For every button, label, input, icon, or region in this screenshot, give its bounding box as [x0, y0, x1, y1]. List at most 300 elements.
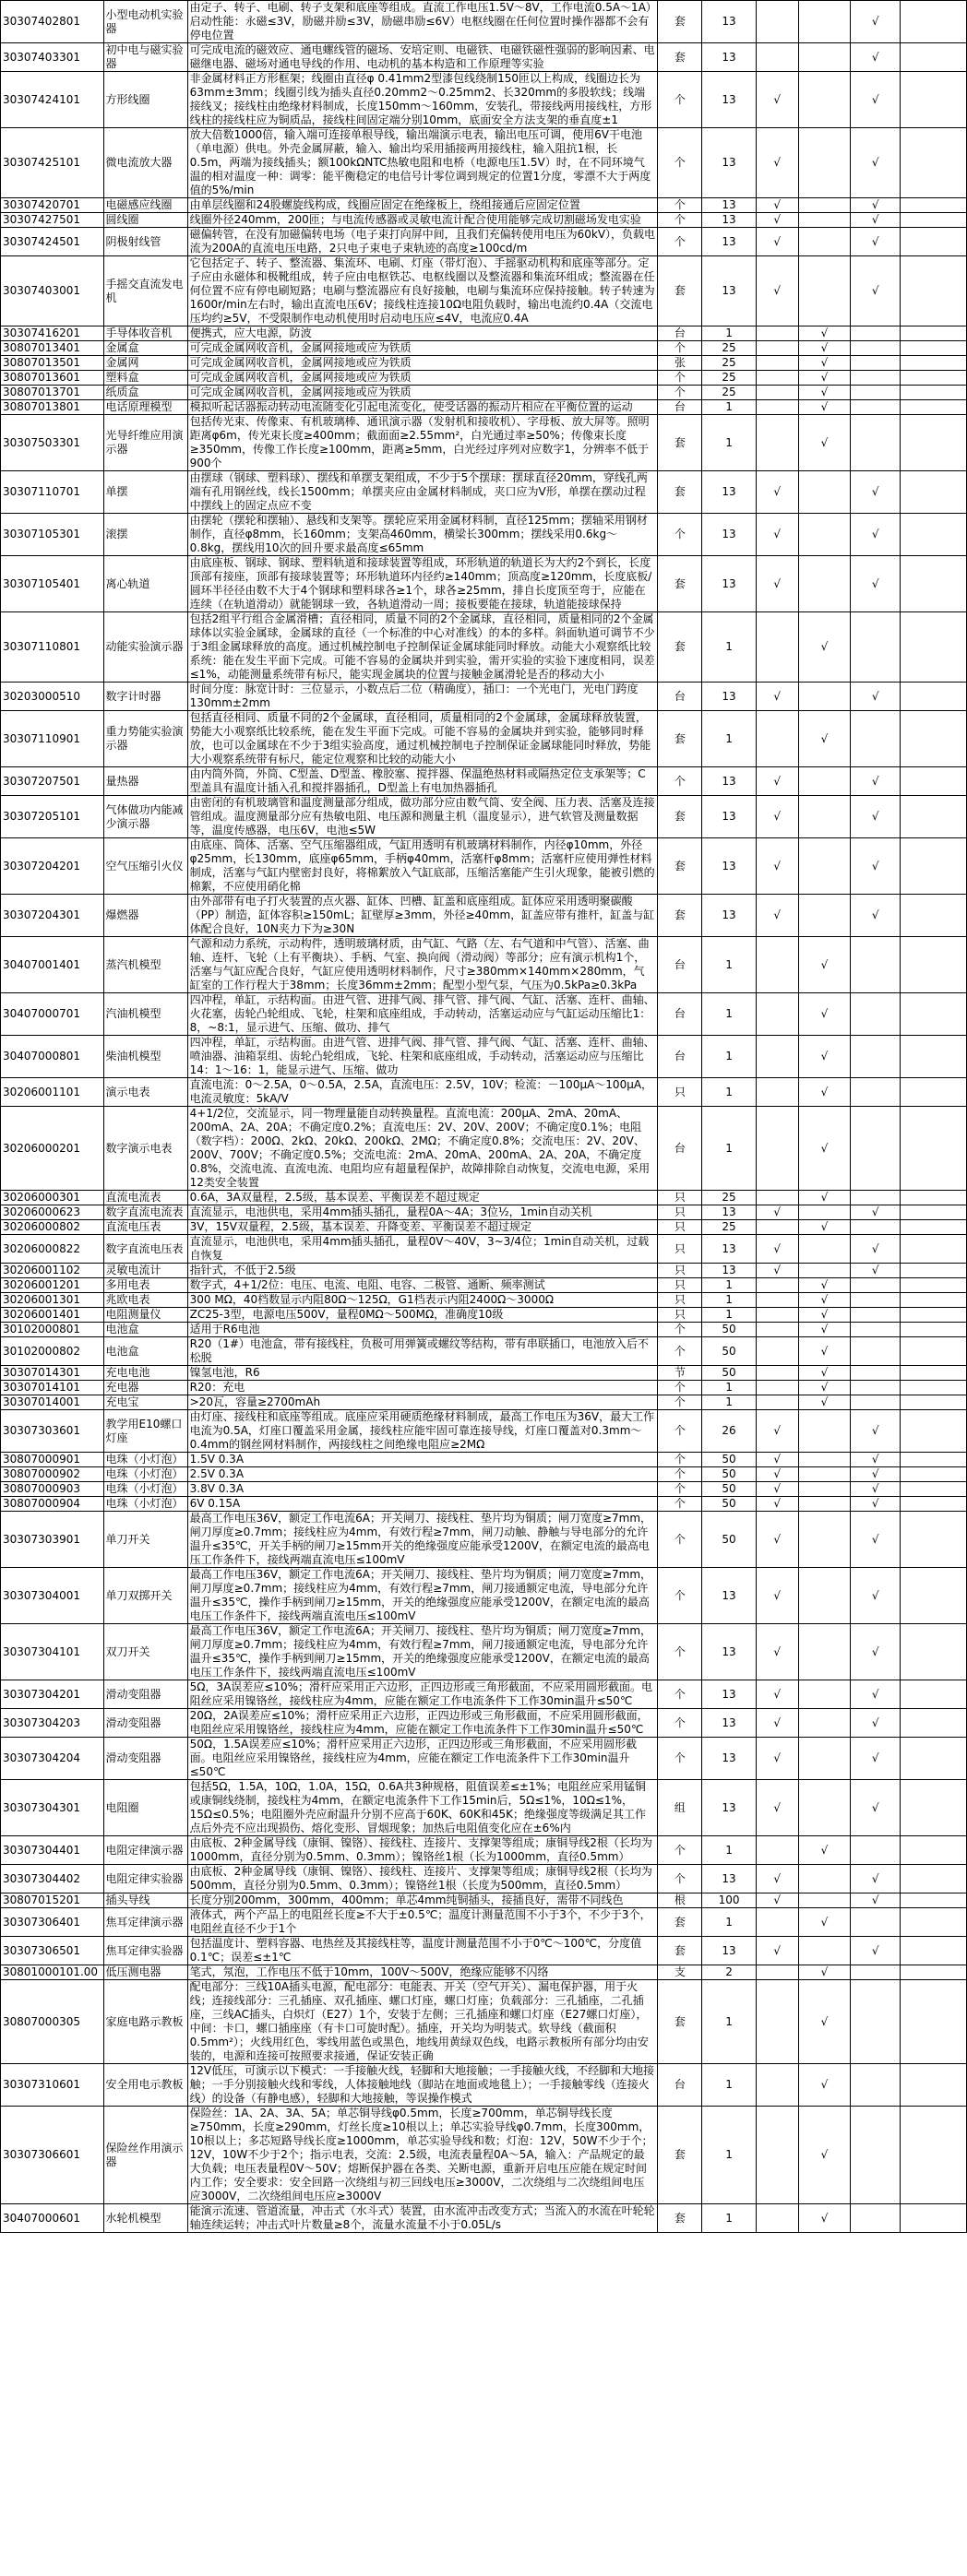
- check-col-4-cell: [901, 386, 967, 400]
- table-row: [1, 1467, 967, 1482]
- table-row: [1, 1264, 967, 1278]
- item-spec-cell: R20（1#）电池盒，带有接线柱，负极可用弹簧或螺纹等结构，带有串联插口，电池放入后不松脱: [187, 1337, 658, 1366]
- item-name-cell: 空气压缩引火仪: [103, 838, 187, 895]
- check-col-4-cell: [901, 1738, 967, 1780]
- check-col-1-cell: √: [756, 556, 798, 612]
- check-col-4-cell: [901, 1235, 967, 1264]
- item-spec-cell: 直流显示，电池供电，采用4mm插头插孔，量程0V～40V，3~3/4位；1min自动关机，过载自恢复: [187, 1235, 658, 1264]
- item-name-cell: 气体做功内能减少演示器: [103, 796, 187, 838]
- check-col-4-cell: [901, 1568, 967, 1624]
- table-row: [1, 1308, 967, 1323]
- item-unit-cell: 个: [658, 386, 702, 400]
- check-col-4-cell: [901, 128, 967, 198]
- check-col-1-cell: [756, 326, 798, 341]
- check-col-2-cell: √: [798, 1965, 850, 1980]
- item-unit-cell: 个: [658, 1410, 702, 1453]
- check-col-2-cell: √: [798, 2107, 850, 2204]
- item-quantity-cell: 1: [702, 2107, 756, 2204]
- check-col-4-cell: [901, 1395, 967, 1410]
- item-unit-cell: 套: [658, 43, 702, 72]
- item-code-cell: 30307110901: [1, 711, 104, 767]
- check-col-1-cell: √: [756, 1410, 798, 1453]
- item-quantity-cell: 13: [702, 1235, 756, 1264]
- item-name-cell: 灵敏电流计: [103, 1264, 187, 1278]
- check-col-2-cell: [798, 128, 850, 198]
- check-col-3-cell: √: [851, 43, 901, 72]
- item-code-cell: 30203000510: [1, 683, 104, 711]
- check-col-3-cell: √: [851, 1568, 901, 1624]
- table-row: [1, 1709, 967, 1738]
- item-code-cell: 30307304402: [1, 1865, 104, 1893]
- item-quantity-cell: 13: [702, 128, 756, 198]
- item-code-cell: 30407001401: [1, 937, 104, 993]
- item-unit-cell: 套: [658, 711, 702, 767]
- check-col-2-cell: [798, 256, 850, 326]
- table-row: [1, 386, 967, 400]
- item-unit-cell: 只: [658, 1078, 702, 1107]
- table-row: [1, 1937, 967, 1965]
- item-code-cell: 30307424101: [1, 72, 104, 128]
- equipment-table-body: [1, 1, 967, 2233]
- item-unit-cell: 只: [658, 1235, 702, 1264]
- item-unit-cell: 套: [658, 2107, 702, 2204]
- item-code-cell: 30807000902: [1, 1467, 104, 1482]
- item-unit-cell: 套: [658, 1, 702, 43]
- check-col-3-cell: √: [851, 514, 901, 556]
- table-row: [1, 1191, 967, 1205]
- table-row: [1, 1235, 967, 1264]
- item-unit-cell: 个: [658, 1453, 702, 1467]
- item-name-cell: 数字直流电流表: [103, 1205, 187, 1220]
- table-row: [1, 43, 967, 72]
- check-col-4-cell: [901, 1036, 967, 1078]
- check-col-1-cell: √: [756, 1893, 798, 1908]
- item-unit-cell: 套: [658, 1980, 702, 2064]
- table-row: [1, 1497, 967, 1512]
- check-col-4-cell: [901, 1078, 967, 1107]
- item-spec-cell: 可完成金属网收音机，金属网接地或应为铁质: [187, 341, 658, 356]
- item-name-cell: 焦耳定律实验器: [103, 1937, 187, 1965]
- item-unit-cell: 台: [658, 2064, 702, 2107]
- item-unit-cell: 套: [658, 256, 702, 326]
- item-unit-cell: 个: [658, 1395, 702, 1410]
- item-code-cell: 30307014101: [1, 1381, 104, 1395]
- item-quantity-cell: 13: [702, 1738, 756, 1780]
- item-spec-cell: 由内筒外筒，外筒、C型盖、D型盖、橡胶塞、搅拌器、保温绝热材料或隔热定位支承架等；C型盖具有温度计插入孔和搅拌器插孔，D型盖上有电加热器插孔: [187, 767, 658, 796]
- item-spec-cell: 适用于R6电池: [187, 1323, 658, 1337]
- table-row: [1, 1, 967, 43]
- check-col-4-cell: [901, 1908, 967, 1937]
- check-col-2-cell: [798, 213, 850, 228]
- check-col-1-cell: √: [756, 1738, 798, 1780]
- item-name-cell: 单刀双掷开关: [103, 1568, 187, 1624]
- check-col-4-cell: [901, 767, 967, 796]
- check-col-3-cell: [851, 612, 901, 683]
- check-col-2-cell: √: [798, 612, 850, 683]
- item-unit-cell: 套: [658, 415, 702, 471]
- check-col-3-cell: [851, 371, 901, 386]
- item-quantity-cell: 13: [702, 72, 756, 128]
- item-code-cell: 30407000701: [1, 993, 104, 1036]
- item-name-cell: 充电宝: [103, 1395, 187, 1410]
- item-quantity-cell: 1: [702, 1836, 756, 1865]
- check-col-1-cell: √: [756, 1205, 798, 1220]
- check-col-1-cell: √: [756, 514, 798, 556]
- check-col-3-cell: [851, 1381, 901, 1395]
- item-unit-cell: 套: [658, 556, 702, 612]
- item-quantity-cell: 13: [702, 256, 756, 326]
- check-col-2-cell: [798, 1497, 850, 1512]
- check-col-2-cell: √: [798, 356, 850, 371]
- check-col-3-cell: √: [851, 1893, 901, 1908]
- item-quantity-cell: 50: [702, 1337, 756, 1366]
- item-spec-cell: 3.8V 0.3A: [187, 1482, 658, 1497]
- check-col-4-cell: [901, 1467, 967, 1482]
- item-spec-cell: 液体式，两个产品上的电阻丝长度≥不大于±0.5℃；温度计测量范围不小于3个，不少于3个，电阻丝直径不少于1个: [187, 1908, 658, 1937]
- check-col-1-cell: √: [756, 228, 798, 256]
- check-col-2-cell: [798, 1709, 850, 1738]
- item-code-cell: 30206001401: [1, 1308, 104, 1323]
- table-row: [1, 415, 967, 471]
- item-quantity-cell: 2: [702, 1965, 756, 1980]
- check-col-1-cell: √: [756, 72, 798, 128]
- item-code-cell: 30307303901: [1, 1512, 104, 1568]
- check-col-3-cell: √: [851, 895, 901, 937]
- item-name-cell: 光导纤维应用演示器: [103, 415, 187, 471]
- check-col-2-cell: [798, 1865, 850, 1893]
- item-spec-cell: 模拟听起话器振动转动电流随变化引起电流变化，使受话器的振动片相应在平衡位置的运动: [187, 400, 658, 415]
- item-quantity-cell: 13: [702, 1624, 756, 1680]
- item-code-cell: 30206001201: [1, 1278, 104, 1293]
- check-col-4-cell: [901, 683, 967, 711]
- check-col-2-cell: √: [798, 1220, 850, 1235]
- check-col-3-cell: √: [851, 1467, 901, 1482]
- item-unit-cell: 根: [658, 1893, 702, 1908]
- check-col-3-cell: √: [851, 1780, 901, 1836]
- check-col-3-cell: [851, 1908, 901, 1937]
- item-quantity-cell: 1: [702, 1980, 756, 2064]
- check-col-3-cell: √: [851, 1410, 901, 1453]
- item-quantity-cell: 13: [702, 1568, 756, 1624]
- check-col-2-cell: √: [798, 711, 850, 767]
- table-row: [1, 1395, 967, 1410]
- check-col-1-cell: [756, 400, 798, 415]
- check-col-2-cell: √: [798, 341, 850, 356]
- item-unit-cell: 只: [658, 1264, 702, 1278]
- item-quantity-cell: 13: [702, 683, 756, 711]
- check-col-3-cell: √: [851, 1512, 901, 1568]
- item-unit-cell: 组: [658, 1780, 702, 1836]
- item-spec-cell: 由底板、2种金属导线（康铜、镍铬）、接线柱、连接片、支撑架等组成；康铜导线2根（长均为1000mm，直径分别为0.5mm、0.3mm）；镍铬丝1根（长为1000mm，直径0.5mm）: [187, 1836, 658, 1865]
- item-spec-cell: 配电部分：三线10A插头电源，配电部分：电能表、开关（空气开关）、漏电保护器，用于火线；连接线部分：三孔插座、双孔插座、螺口灯座，螺口灯座；负载部分：三孔插座，二孔插座，三线AC插头，白炽灯（E27）1个，安装于左侧；三孔插座和螺口灯座（E27螺口灯座），中间：卡口，螺口插座座（有卡口可旋时配）。插座，开关均为明装式。软导线（截面积0.5mm²）；火线用红色，零线用蓝色或黑色，地线用黄绿双色线，电路示教板所有部分均由安装的，电源和连接可按照要求接通，保证安装正确: [187, 1980, 658, 2064]
- check-col-2-cell: [798, 1453, 850, 1467]
- check-col-2-cell: √: [798, 1980, 850, 2064]
- item-name-cell: 小型电动机实验器: [103, 1, 187, 43]
- item-quantity-cell: 1: [702, 1293, 756, 1308]
- check-col-2-cell: [798, 1624, 850, 1680]
- check-col-4-cell: [901, 1220, 967, 1235]
- item-quantity-cell: 1: [702, 993, 756, 1036]
- item-quantity-cell: 26: [702, 1410, 756, 1453]
- check-col-4-cell: [901, 1680, 967, 1709]
- item-name-cell: 电珠（小灯泡）: [103, 1467, 187, 1482]
- item-unit-cell: 套: [658, 1908, 702, 1937]
- item-quantity-cell: 1: [702, 2204, 756, 2233]
- item-unit-cell: 只: [658, 1293, 702, 1308]
- check-col-4-cell: [901, 471, 967, 514]
- item-code-cell: 30307306501: [1, 1937, 104, 1965]
- item-unit-cell: 套: [658, 796, 702, 838]
- item-spec-cell: 包括传光束、传像束、有机玻璃棒、通讯演示器（发射机和接收机）、字母板、放大屏等。照明距离φ6m，传光束长度≥400mm；截面面≥2.55mm²，白光通过率≥50%；传像束长度≥350mm，传像工作长度≥100mm，距离≥5mm，白光经过序列对应数字1，分辨率不低于900个: [187, 415, 658, 471]
- check-col-1-cell: √: [756, 1482, 798, 1497]
- check-col-2-cell: √: [798, 1836, 850, 1865]
- check-col-3-cell: [851, 1293, 901, 1308]
- check-col-4-cell: [901, 2204, 967, 2233]
- item-quantity-cell: 25: [702, 386, 756, 400]
- item-code-cell: 30307424501: [1, 228, 104, 256]
- check-col-4-cell: [901, 1293, 967, 1308]
- item-spec-cell: >20瓦，容量≥2700mAh: [187, 1395, 658, 1410]
- item-name-cell: 数字演示电表: [103, 1107, 187, 1191]
- item-code-cell: 30307304401: [1, 1836, 104, 1865]
- table-row: [1, 993, 967, 1036]
- check-col-3-cell: [851, 1836, 901, 1865]
- item-name-cell: 兆欧电表: [103, 1293, 187, 1308]
- check-col-4-cell: [901, 895, 967, 937]
- check-col-4-cell: [901, 796, 967, 838]
- item-name-cell: 滑动变阻器: [103, 1680, 187, 1709]
- check-col-3-cell: [851, 386, 901, 400]
- item-name-cell: 家庭电路示教板: [103, 1980, 187, 2064]
- check-col-1-cell: √: [756, 1264, 798, 1278]
- item-spec-cell: 能演示流速、管道流量，冲击式（水斗式）装置，由水流冲击改变方式；当流入的水流在叶轮轮轴连续运转；冲击式叶片数量≥8个，流量水流量不小于0.05L/s: [187, 2204, 658, 2233]
- item-unit-cell: 个: [658, 72, 702, 128]
- item-name-cell: 重力势能实验演示器: [103, 711, 187, 767]
- check-col-3-cell: [851, 2107, 901, 2204]
- check-col-4-cell: [901, 1278, 967, 1293]
- check-col-2-cell: [798, 72, 850, 128]
- table-row: [1, 556, 967, 612]
- table-row: [1, 1453, 967, 1467]
- check-col-1-cell: [756, 612, 798, 683]
- check-col-4-cell: [901, 1191, 967, 1205]
- item-code-cell: 30102000802: [1, 1337, 104, 1366]
- table-row: [1, 1482, 967, 1497]
- item-quantity-cell: 13: [702, 1865, 756, 1893]
- item-name-cell: 滑动变阻器: [103, 1738, 187, 1780]
- item-spec-cell: 1.5V 0.3A: [187, 1453, 658, 1467]
- item-quantity-cell: 13: [702, 767, 756, 796]
- check-col-2-cell: √: [798, 1278, 850, 1293]
- item-code-cell: 30206001301: [1, 1293, 104, 1308]
- item-name-cell: 双刀开关: [103, 1624, 187, 1680]
- check-col-1-cell: √: [756, 767, 798, 796]
- item-quantity-cell: 13: [702, 895, 756, 937]
- check-col-4-cell: [901, 1264, 967, 1278]
- item-name-cell: 金属盒: [103, 341, 187, 356]
- item-code-cell: 30807000903: [1, 1482, 104, 1497]
- item-code-cell: 30307310601: [1, 2064, 104, 2107]
- check-col-2-cell: [798, 1568, 850, 1624]
- item-name-cell: 柴油机模型: [103, 1036, 187, 1078]
- item-unit-cell: 个: [658, 1568, 702, 1624]
- item-name-cell: 滚摆: [103, 514, 187, 556]
- item-quantity-cell: 1: [702, 1078, 756, 1107]
- item-spec-cell: 50Ω，1.5A误差应≤10%；滑杆应采用正六边形，正四边形或三角形截面，不应采用圆形截面。电阻丝应采用镍铬丝，接线柱应为4mm，应能在额定工作电流条件下工作30min温升≤50℃: [187, 1738, 658, 1780]
- item-quantity-cell: 13: [702, 1680, 756, 1709]
- item-unit-cell: 只: [658, 1278, 702, 1293]
- item-unit-cell: 个: [658, 213, 702, 228]
- item-spec-cell: 可完成金属网收音机，金属网接地或应为铁质: [187, 356, 658, 371]
- item-spec-cell: 磁偏转管，在没有加磁偏转电场（电子束打向屏中间，且我们充偏转使用电压为60kV），负载电流为200A的直流电压电路，2只电子束电子束轨迹的高度≥100cd/m: [187, 228, 658, 256]
- check-col-3-cell: √: [851, 1482, 901, 1497]
- check-col-4-cell: [901, 1624, 967, 1680]
- item-code-cell: 30307304101: [1, 1624, 104, 1680]
- check-col-1-cell: √: [756, 1235, 798, 1264]
- item-name-cell: 电珠（小灯泡）: [103, 1497, 187, 1512]
- item-unit-cell: 台: [658, 993, 702, 1036]
- check-col-3-cell: √: [851, 767, 901, 796]
- check-col-2-cell: √: [798, 1381, 850, 1395]
- item-quantity-cell: 1: [702, 1278, 756, 1293]
- item-spec-cell: 线圈外径240mm，200匝；与电流传感器或灵敏电流计配合使用能够完成切割磁场发电实验: [187, 213, 658, 228]
- table-row: [1, 326, 967, 341]
- check-col-1-cell: [756, 1965, 798, 1980]
- check-col-1-cell: [756, 1980, 798, 2064]
- item-spec-cell: 四冲程，单缸，示结构面。由进气管、进排气阀、排气管、排气阀、气缸、活塞、连杆、曲轴、火花塞，齿轮凸轮组成、飞轮，柱架和底座组成，手动转动，活塞运动应与气缸运动压缩比1：8，~8:1，显示进气、压缩、做功、排气: [187, 993, 658, 1036]
- table-row: [1, 711, 967, 767]
- item-unit-cell: 个: [658, 1680, 702, 1709]
- check-col-3-cell: [851, 1278, 901, 1293]
- item-code-cell: 30307204201: [1, 838, 104, 895]
- table-row: [1, 213, 967, 228]
- check-col-4-cell: [901, 711, 967, 767]
- item-unit-cell: 个: [658, 1512, 702, 1568]
- item-quantity-cell: 25: [702, 1191, 756, 1205]
- check-col-4-cell: [901, 1337, 967, 1366]
- item-code-cell: 30307304203: [1, 1709, 104, 1738]
- check-col-1-cell: [756, 1107, 798, 1191]
- check-col-3-cell: [851, 1220, 901, 1235]
- check-col-1-cell: [756, 993, 798, 1036]
- item-spec-cell: 4+1/2位，交流显示，同一物理量能自动转换量程。直流电流：200μA、2mA、20mA、200mA、2A、20A；不确定度0.2%；直流电压：2V、20V、200V；不确定度0.1%；电阻（数字档）：200Ω、2kΩ、20kΩ、200kΩ、2MΩ；不确定度0.8%；交流电压：2V、20V、200V、700V；不确定度0.5%；交流电流：2mA、20mA、200mA、2A、20A，不确定度0.8%，交流电流、直流电流、电阻均应有超量程保护，故障排除自动恢复，交流电电源，采用12类安全装置: [187, 1107, 658, 1191]
- item-name-cell: 塑料盒: [103, 371, 187, 386]
- item-spec-cell: 包括5Ω，1.5A，10Ω，1.0A，15Ω，0.6A共3种规格，阻值误差≤±1%；电阻丝应采用锰铜或康铜线绕制，接线柱为4mm，在额定电流条件下工作15min后，5Ω≤1%，10Ω≤1%，15Ω≤0.5%；电阻圈外壳应耐温升分别不应高于60K、60K和45K；绝缘强度等级满足其工作点后外壳不应出现损伤、熔化变形、冒烟现象；加热后电阻值变化应在±6%内: [187, 1780, 658, 1836]
- check-col-1-cell: [756, 415, 798, 471]
- item-unit-cell: 套: [658, 838, 702, 895]
- check-col-1-cell: [756, 1036, 798, 1078]
- check-col-3-cell: [851, 993, 901, 1036]
- check-col-3-cell: [851, 2064, 901, 2107]
- check-col-2-cell: [798, 1482, 850, 1497]
- check-col-2-cell: [798, 1512, 850, 1568]
- item-unit-cell: 个: [658, 1738, 702, 1780]
- item-spec-cell: 镍氢电池，R6: [187, 1366, 658, 1381]
- check-col-3-cell: √: [851, 1680, 901, 1709]
- check-col-1-cell: √: [756, 1467, 798, 1482]
- check-col-2-cell: [798, 43, 850, 72]
- item-name-cell: 直流电压表: [103, 1220, 187, 1235]
- check-col-3-cell: √: [851, 213, 901, 228]
- table-row: [1, 1381, 967, 1395]
- item-unit-cell: 只: [658, 1205, 702, 1220]
- check-col-4-cell: [901, 1107, 967, 1191]
- table-row: [1, 895, 967, 937]
- item-name-cell: 教学用E10螺口灯座: [103, 1410, 187, 1453]
- item-spec-cell: 由密闭的有机玻璃管和温度测量部分组成，做功部分应由数气筒、安全阀、压力表、活塞及连接管组成。温度测量部分应有热敏电阻、电压源和测量主机（温度显示），进气软管及测量数据等，温度传感器，电压6V，电池≤5W: [187, 796, 658, 838]
- item-name-cell: 电珠（小灯泡）: [103, 1453, 187, 1467]
- check-col-4-cell: [901, 937, 967, 993]
- item-spec-cell: 直流显示，电池供电，采用4mm插头插孔，量程0A～4A；3位½，1min自动关机: [187, 1205, 658, 1220]
- item-unit-cell: 个: [658, 1709, 702, 1738]
- check-col-1-cell: √: [756, 1512, 798, 1568]
- item-spec-cell: 包括温度计、塑料容器、电热丝及其接线柱等，温度计测量范围不小于0℃～100℃，分度值0.1℃；误差≤±1℃: [187, 1937, 658, 1965]
- item-spec-cell: 保险丝：1A、2A、3A、5A；单芯铜导线φ0.5mm，长度≥700mm，单芯铜导线长度≥750mm，长度≥290mm，灯丝长度≥10根以上；单芯实验导线φ0.7mm，长度300mm，10根以上；多芯短路导线长度≥1000mm，单芯实验导线和数；灯泡：12V，50W不少于个；12V，10W不少于2个；指示电表，交流：2.5级，电流表量程0A～5A，输入：产品规定的最大负载；电压表量程0V～50V；熔断保护器在各类、关断电源，重新开启电压应能在规定时间内工作；安全要求：安全回路一次绕组与初三回线电压≥3000V，二次绕组与二次绕组间电压应3000V，二次绕组间电压应≥3000V: [187, 2107, 658, 2204]
- table-row: [1, 1512, 967, 1568]
- item-code-cell: 30307204301: [1, 895, 104, 937]
- check-col-4-cell: [901, 72, 967, 128]
- check-col-2-cell: √: [798, 1908, 850, 1937]
- item-name-cell: 电池盒: [103, 1323, 187, 1337]
- check-col-4-cell: [901, 2064, 967, 2107]
- item-spec-cell: 20Ω，2A误差应≤10%；滑杆应采用正六边形，正四边形或三角形截面，不应采用圆形截面，电阻丝应采用镍铬丝，接线柱应为4mm，应能在额定工作电流条件下工作30min温升≤50℃: [187, 1709, 658, 1738]
- item-name-cell: 电阻测量仪: [103, 1308, 187, 1323]
- item-code-cell: 30307306601: [1, 2107, 104, 2204]
- check-col-4-cell: [901, 612, 967, 683]
- check-col-4-cell: [901, 1836, 967, 1865]
- item-spec-cell: 3V，15V双量程，2.5级，基本误差、升降变差、平衡误差不超过规定: [187, 1220, 658, 1235]
- check-col-3-cell: √: [851, 198, 901, 213]
- check-col-3-cell: [851, 1308, 901, 1323]
- item-unit-cell: 个: [658, 1323, 702, 1337]
- item-spec-cell: 5Ω，3A误差应≤10%；滑杆应采用正六边形，正四边形或三角形截面，不应采用圆形截面。电阻丝应采用镍铬丝，接线柱应为4mm，应能在额定工作电流条件下工作30min温升≤50℃: [187, 1680, 658, 1709]
- table-row: [1, 228, 967, 256]
- item-unit-cell: 套: [658, 2204, 702, 2233]
- check-col-1-cell: [756, 1366, 798, 1381]
- item-name-cell: 单摆: [103, 471, 187, 514]
- check-col-1-cell: √: [756, 1865, 798, 1893]
- item-quantity-cell: 1: [702, 1381, 756, 1395]
- item-quantity-cell: 13: [702, 471, 756, 514]
- check-col-4-cell: [901, 1709, 967, 1738]
- item-code-cell: 30307420701: [1, 198, 104, 213]
- table-row: [1, 1893, 967, 1908]
- check-col-1-cell: [756, 356, 798, 371]
- check-col-4-cell: [901, 1780, 967, 1836]
- check-col-1-cell: [756, 1078, 798, 1107]
- check-col-1-cell: √: [756, 1497, 798, 1512]
- item-unit-cell: 台: [658, 1107, 702, 1191]
- item-spec-cell: 由底座、筒体、活塞、空气压缩器组成，气缸用透明有机玻璃材料制作，内径φ10mm，外径φ25mm，长130mm，底座φ65mm，手柄φ40mm，活塞杆φ8mm；活塞杆应使用弹性材料制成，活塞与气缸内壁密封良好，将棉絮放入气缸底部，压缩活塞能产生引火现象，能被引燃的棉絮，不应使用硝化棉: [187, 838, 658, 895]
- check-col-2-cell: [798, 1410, 850, 1453]
- check-col-3-cell: [851, 1980, 901, 2064]
- table-row: [1, 371, 967, 386]
- check-col-1-cell: [756, 1293, 798, 1308]
- item-unit-cell: 个: [658, 1482, 702, 1497]
- item-code-cell: 30206001101: [1, 1078, 104, 1107]
- item-quantity-cell: 13: [702, 1780, 756, 1836]
- table-row: [1, 1323, 967, 1337]
- item-name-cell: 金属网: [103, 356, 187, 371]
- item-spec-cell: 便携式，应大电源，防波: [187, 326, 658, 341]
- check-col-4-cell: [901, 356, 967, 371]
- item-code-cell: 30307403301: [1, 43, 104, 72]
- item-name-cell: 充电电池: [103, 1366, 187, 1381]
- item-code-cell: 30807013701: [1, 386, 104, 400]
- item-spec-cell: 气源和动力系统，示动构件，透明玻璃材质，由气缸、气路（左、右气道和中气管）、活塞、曲轴、连杆、飞轮（上有平衡块）、手柄、气室、换向阀（滑动阀）等部分；应有演示机构1个，活塞与气缸应配合良好，气缸应使用透明材料制作，尺寸≥380mm×140mm×280mm，气缸室的工作行程大于38mm；长度36mm±2mm；配型小型气泵，气压为0.5kPa≥0.3kPa: [187, 937, 658, 993]
- item-code-cell: 30307014301: [1, 1366, 104, 1381]
- item-spec-cell: 由摆轮（摆轮和摆轴）、悬线和支架等。摆轮应采用金属材料制，直径125mm；摆轴采用钢材制作，直径φ8mm，长160mm；支架高460mm，横梁长300mm；摆线采用0.6kg～0.8kg，摆线用10次的回升要求最高度≤65mm: [187, 514, 658, 556]
